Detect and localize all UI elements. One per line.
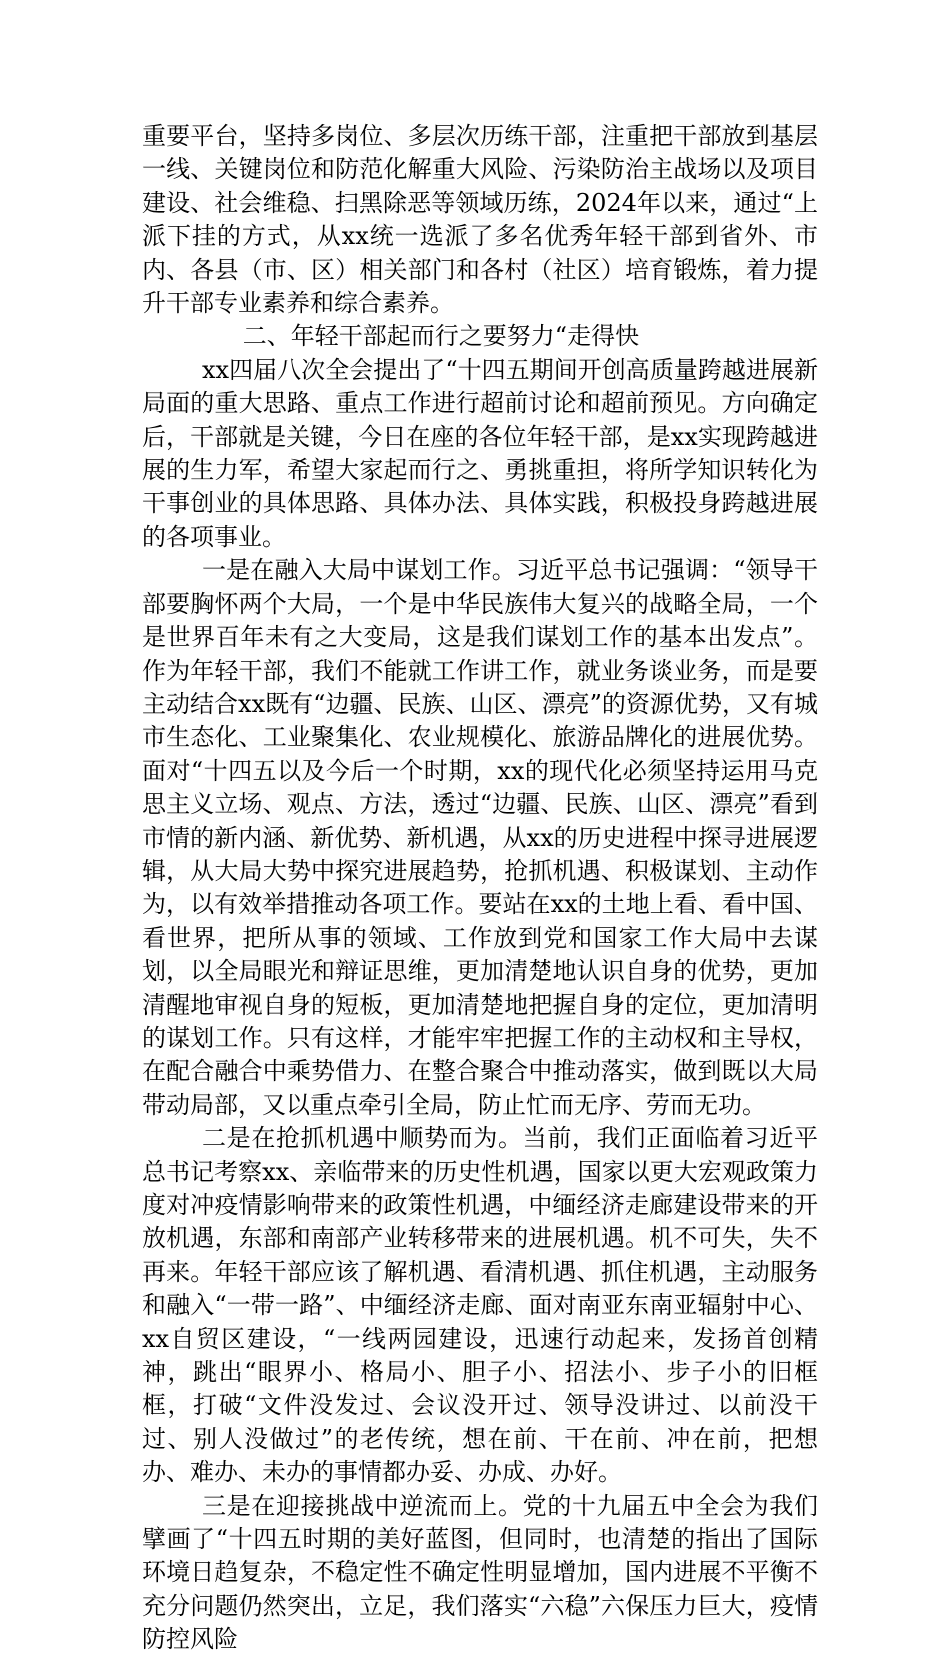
paragraph-cadre-training: 重要平台，坚持多岗位、多层次历练干部，注重把干部放到基层一线、关键岗位和防范化解重大风险、污染防治主战场以及项目建设、社会维稳、扫黑除恶等领域历练，2024年以来，通过“上派下挂的方式，从xx统一选派了多名优秀年轻干部到省外、市内、各县（市、区）相关部门和各村（社区）培育锻炼，着力提升干部专业素养和综合素养。 (142, 122, 818, 318)
paragraph-plenary-session: xx四届八次全会提出了“十四五期间开创高质量跨越进展新局面的重大思路、重点工作进行超前讨论和超前预见。方向确定后，干部就是关键，今日在座的各位年轻干部，是xx实现跨越进展的生力军，希望大家起而行之、勇挑重担，将所学知识转化为干事创业的具体思路、具体办法、具体实践，积极投身跨越进展的各项事业。 (142, 355, 818, 551)
paragraph-meet-challenges: 三是在迎接挑战中逆流而上。党的十九届五中全会为我们擘画了“十四五时期的美好蓝图，但同时，也清楚的指出了国际环境日趋复杂，不稳定性不确定性明显增加，国内进展不平衡不充分问题仍然突出，立足，我们落实“六稳”六保压力巨大，疫情防控风险 (142, 1491, 818, 1654)
document-body (142, 120, 818, 1657)
paragraph-seize-opportunity: 二是在抢抓机遇中顺势而为。当前，我们正面临着习近平总书记考察xx、亲临带来的历史性机遇，国家以更大宏观政策力度对冲疫情影响带来的政策性机遇，中缅经济走廊建设带来的开放机遇，东部和南部产业转移带来的进展机遇。机不可失，失不再来。年轻干部应该了解机遇、看清机遇、抓住机遇，主动服务和融入“一带一路”、中缅经济走廊、面对南亚东南亚辐射中心、xx自贸区建设，“一线两园建设，迅速行动起来，发扬首创精神，跳出“眼界小、格局小、胆子小、招法小、步子小的旧框框，打破“文件没发过、会议没开过、领导没讲过、以前没干过、别人没做过”的老传统，想在前、干在前、冲在前，把想办、难办、未办的事情都办妥、办成、办好。 (142, 1124, 818, 1487)
section-heading-two: 二、年轻干部起而行之要努力“走得快 (242, 322, 640, 351)
paragraph-big-picture: 一是在融入大局中谋划工作。习近平总书记强调：“领导干部要胸怀两个大局，一个是中华民族伟大复兴的战略全局，一个是世界百年未有之大变局，这是我们谋划工作的基本出发点”。作为年轻干部，我们不能就工作讲工作，就业务谈业务，而是要主动结合xx既有“边疆、民族、山区、漂亮”的资源优势，又有城市生态化、工业聚集化、农业规模化、旅游品牌化的进展优势。面对“十四五以及今后一个时期，xx的现代化必须坚持运用马克思主义立场、观点、方法，透过“边疆、民族、山区、漂亮”看到市情的新内涵、新优势、新机遇，从xx的历史进程中探寻进展逻辑，从大局大势中探究进展趋势，抢抓机遇、积极谋划、主动作为，以有效举措推动各项工作。要站在xx的土地上看、看中国、看世界，把所从事的领域、工作放到党和国家工作大局中去谋划，以全局眼光和辩证思维，更加清楚地认识自身的优势，更加清醒地审视自身的短板，更加清楚地把握自身的定位，更加清明的谋划工作。只有这样，才能牢牢把握工作的主动权和主导权，在配合融合中乘势借力、在整合聚合中推动落实，做到既以大局带动局部，又以重点牵引全局，防止忙而无序、劳而无功。 (142, 556, 818, 1119)
